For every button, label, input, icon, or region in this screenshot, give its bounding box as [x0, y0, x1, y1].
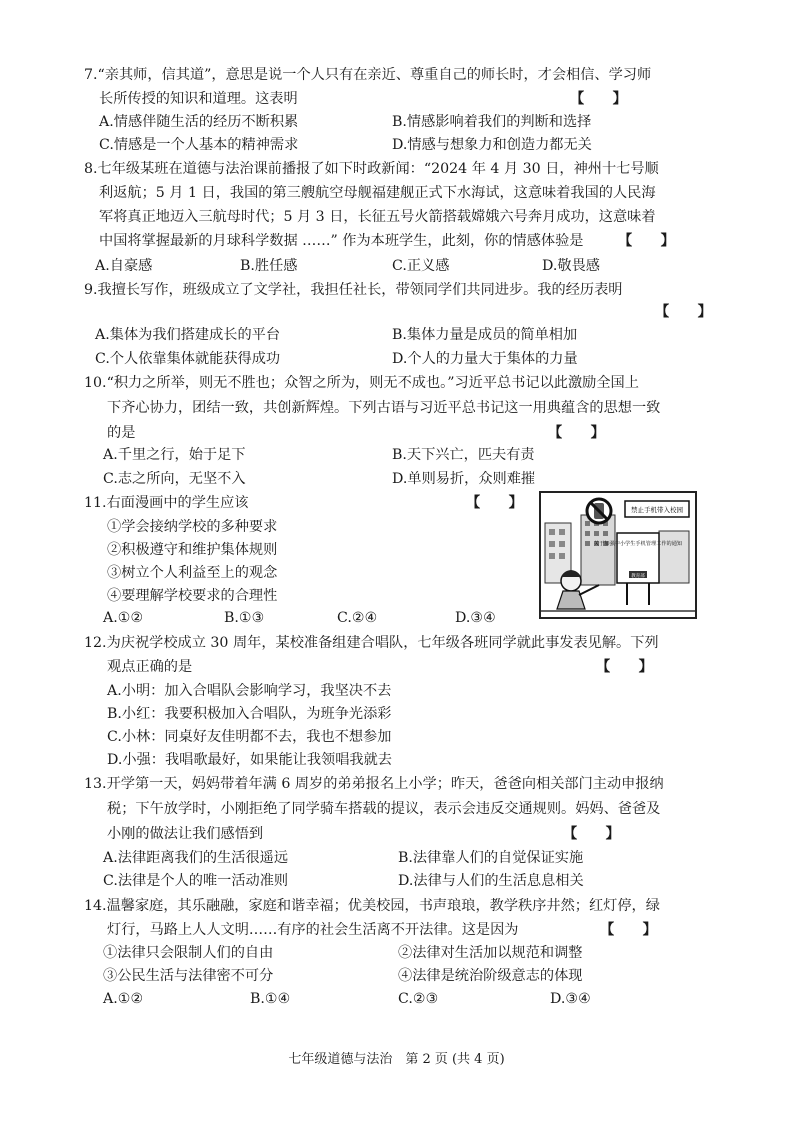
q13-option-a: A.法律距离我们的生活很遥远 [103, 850, 289, 866]
q12-stem-line2: 观点正确的是 [107, 659, 193, 675]
q11-option-d: D.③④ [455, 610, 496, 626]
q11-item-3: ③树立个人利益至上的观念 [107, 565, 278, 581]
q10-option-d: D.单则易折，众则难摧 [392, 471, 536, 487]
q7-answer-bracket: 【 】 [570, 91, 627, 107]
q7-option-d: D.情感与想象力和创造力都无关 [392, 137, 592, 153]
q12-option-a: A.小明：加入合唱队会影响学习，我坚决不去 [107, 683, 392, 699]
q13-stem-line2: 税；下午放学时，小刚拒绝了同学骑车搭载的提议，表示会违反交通规则。妈妈、爸爸及 [107, 801, 661, 817]
q10-option-a: A.千里之行，始于足下 [103, 447, 246, 463]
q13-option-d: D.法律与人们的生活息息相关 [398, 873, 584, 889]
q7-option-b: B.情感影响着我们的判断和选择 [392, 114, 592, 130]
q8-stem-line2: 利返航；5 月 1 日，我国的第三艘航空母舰福建舰正式下水海试，这意味着我国的人民海 [99, 185, 656, 201]
q7-stem-line1: 7.“亲其师，信其道”，意思是说一个人只有在亲近、尊重自己的师长时，才会相信、学习师 [84, 67, 652, 83]
q9-stem-line1: 9.我擅长写作，班级成立了文学社，我担任社长，带领同学们共同进步。我的经历表明 [84, 282, 623, 298]
q7-option-a: A.情感伴随生活的经历不断积累 [99, 114, 299, 130]
q9-option-b: B.集体力量是成员的简单相加 [392, 327, 578, 343]
q8-option-b: B.胜任感 [240, 258, 298, 274]
q14-item-4: ④法律是统治阶级意志的体现 [398, 968, 583, 984]
q11-answer-bracket: 【 】 [466, 495, 523, 511]
q10-stem-line2: 下齐心协力，团结一致，共创新辉煌。下列古语与习近平总书记这一用典蕴含的思想一致 [107, 400, 661, 416]
q9-option-d: D.个人的力量大于集体的力量 [392, 351, 578, 367]
q13-option-c: C.法律是个人的唯一活动准则 [103, 873, 289, 889]
q10-stem-line1: 10.“积力之所举，则无不胜也；众智之所为，则无不成也。”习近平总书记以此激励全国上 [84, 375, 639, 391]
q10-stem-line3: 的是 [107, 425, 136, 441]
q12-option-b: B.小红：我要积极加入合唱队，为班争光添彩 [107, 706, 392, 722]
q12-option-c: C.小林：同桌好友佳明都不去，我也不想参加 [107, 729, 392, 745]
q10-option-b: B.天下兴亡，匹夫有责 [392, 447, 535, 463]
q14-item-3: ③公民生活与法律密不可分 [103, 968, 274, 984]
q12-option-d: D.小强：我唱歌最好，如果能让我领唱我就去 [107, 752, 392, 768]
cartoon-image [539, 491, 697, 619]
q11-item-1: ①学会接纳学校的多种要求 [107, 519, 278, 535]
q12-stem-line1: 12.为庆祝学校成立 30 周年，某校准备组建合唱队，七年级各班同学就此事发表见解。下列 [84, 635, 659, 651]
notice-board-text: 关于加强中小学生手机管理工作的通知 [593, 541, 683, 547]
q9-answer-bracket: 【 】 [655, 304, 712, 320]
q10-answer-bracket: 【 】 [548, 425, 605, 441]
q11-item-4: ④要理解学校要求的合理性 [107, 588, 278, 604]
q14-item-1: ①法律只会限制人们的自由 [103, 945, 274, 961]
q11-item-2: ②积极遵守和维护集体规则 [107, 542, 278, 558]
q14-answer-bracket: 【 】 [600, 922, 657, 938]
building-right [659, 531, 689, 583]
q13-option-b: B.法律靠人们的自觉保证实施 [398, 850, 584, 866]
q10-option-c: C.志之所向，无坚不入 [103, 471, 246, 487]
q8-option-a: A.自豪感 [95, 258, 153, 274]
q11-option-b: B.①③ [224, 610, 265, 626]
notice-board-sub: 教育部 [631, 574, 645, 579]
q14-stem-line1: 14.温馨家庭，其乐融融，家庭和谐幸福；优美校园，书声琅琅，教学秩序井然；红灯停，绿 [84, 898, 660, 914]
q7-stem-line2: 长所传授的知识和道理。这表明 [99, 91, 298, 107]
q14-stem-line2: 灯行，马路上人人文明……有序的社会生活离不开法律。这是因为 [107, 922, 519, 938]
q11-option-c: C.②④ [337, 610, 378, 626]
q8-stem-line4: 中国将掌握最新的月球科学数据 ……” 作为本班学生，此刻，你的情感体验是 [99, 233, 584, 249]
q14-item-2: ②法律对生活加以规范和调整 [398, 945, 583, 961]
q8-stem-line3: 军将真正地迈入三航母时代；5 月 3 日，长征五号火箭搭载嫦娥六号奔月成功，这意味着 [99, 209, 656, 225]
q9-option-c: C.个人依靠集体就能获得成功 [95, 351, 281, 367]
q14-option-c: C.②③ [398, 991, 439, 1007]
q11-option-a: A.①② [103, 610, 144, 626]
q14-option-d: D.③④ [550, 991, 591, 1007]
q8-answer-bracket: 【 】 [618, 233, 675, 249]
q12-answer-bracket: 【 】 [596, 659, 653, 675]
q7-option-c: C.情感是一个人基本的精神需求 [99, 137, 299, 153]
q8-stem-line1: 8.七年级某班在道德与法治课前播报了如下时政新闻：“2024 年 4 月 30 日，神州十七号顺 [84, 161, 659, 177]
q13-answer-bracket: 【 】 [563, 826, 620, 842]
sign-text: 禁止手机带入校园 [631, 506, 683, 514]
q14-option-b: B.①④ [250, 991, 291, 1007]
q8-option-c: C.正义感 [392, 258, 450, 274]
q9-option-a: A.集体为我们搭建成长的平台 [95, 327, 281, 343]
q14-option-a: A.①② [103, 991, 144, 1007]
q13-stem-line1: 13.开学第一天，妈妈带着年满 6 周岁的弟弟报名上小学；昨天，爸爸向相关部门主动申报纳 [84, 776, 664, 792]
q13-stem-line3: 小刚的做法让我们感悟到 [107, 826, 264, 842]
page-footer: 七年级道德与法治 第 2 页 (共 4 页) [288, 1052, 505, 1067]
q8-option-d: D.敬畏感 [542, 258, 600, 274]
cartoon-drawing [541, 493, 695, 617]
q11-stem-line1: 11.右面漫画中的学生应该 [84, 495, 249, 511]
